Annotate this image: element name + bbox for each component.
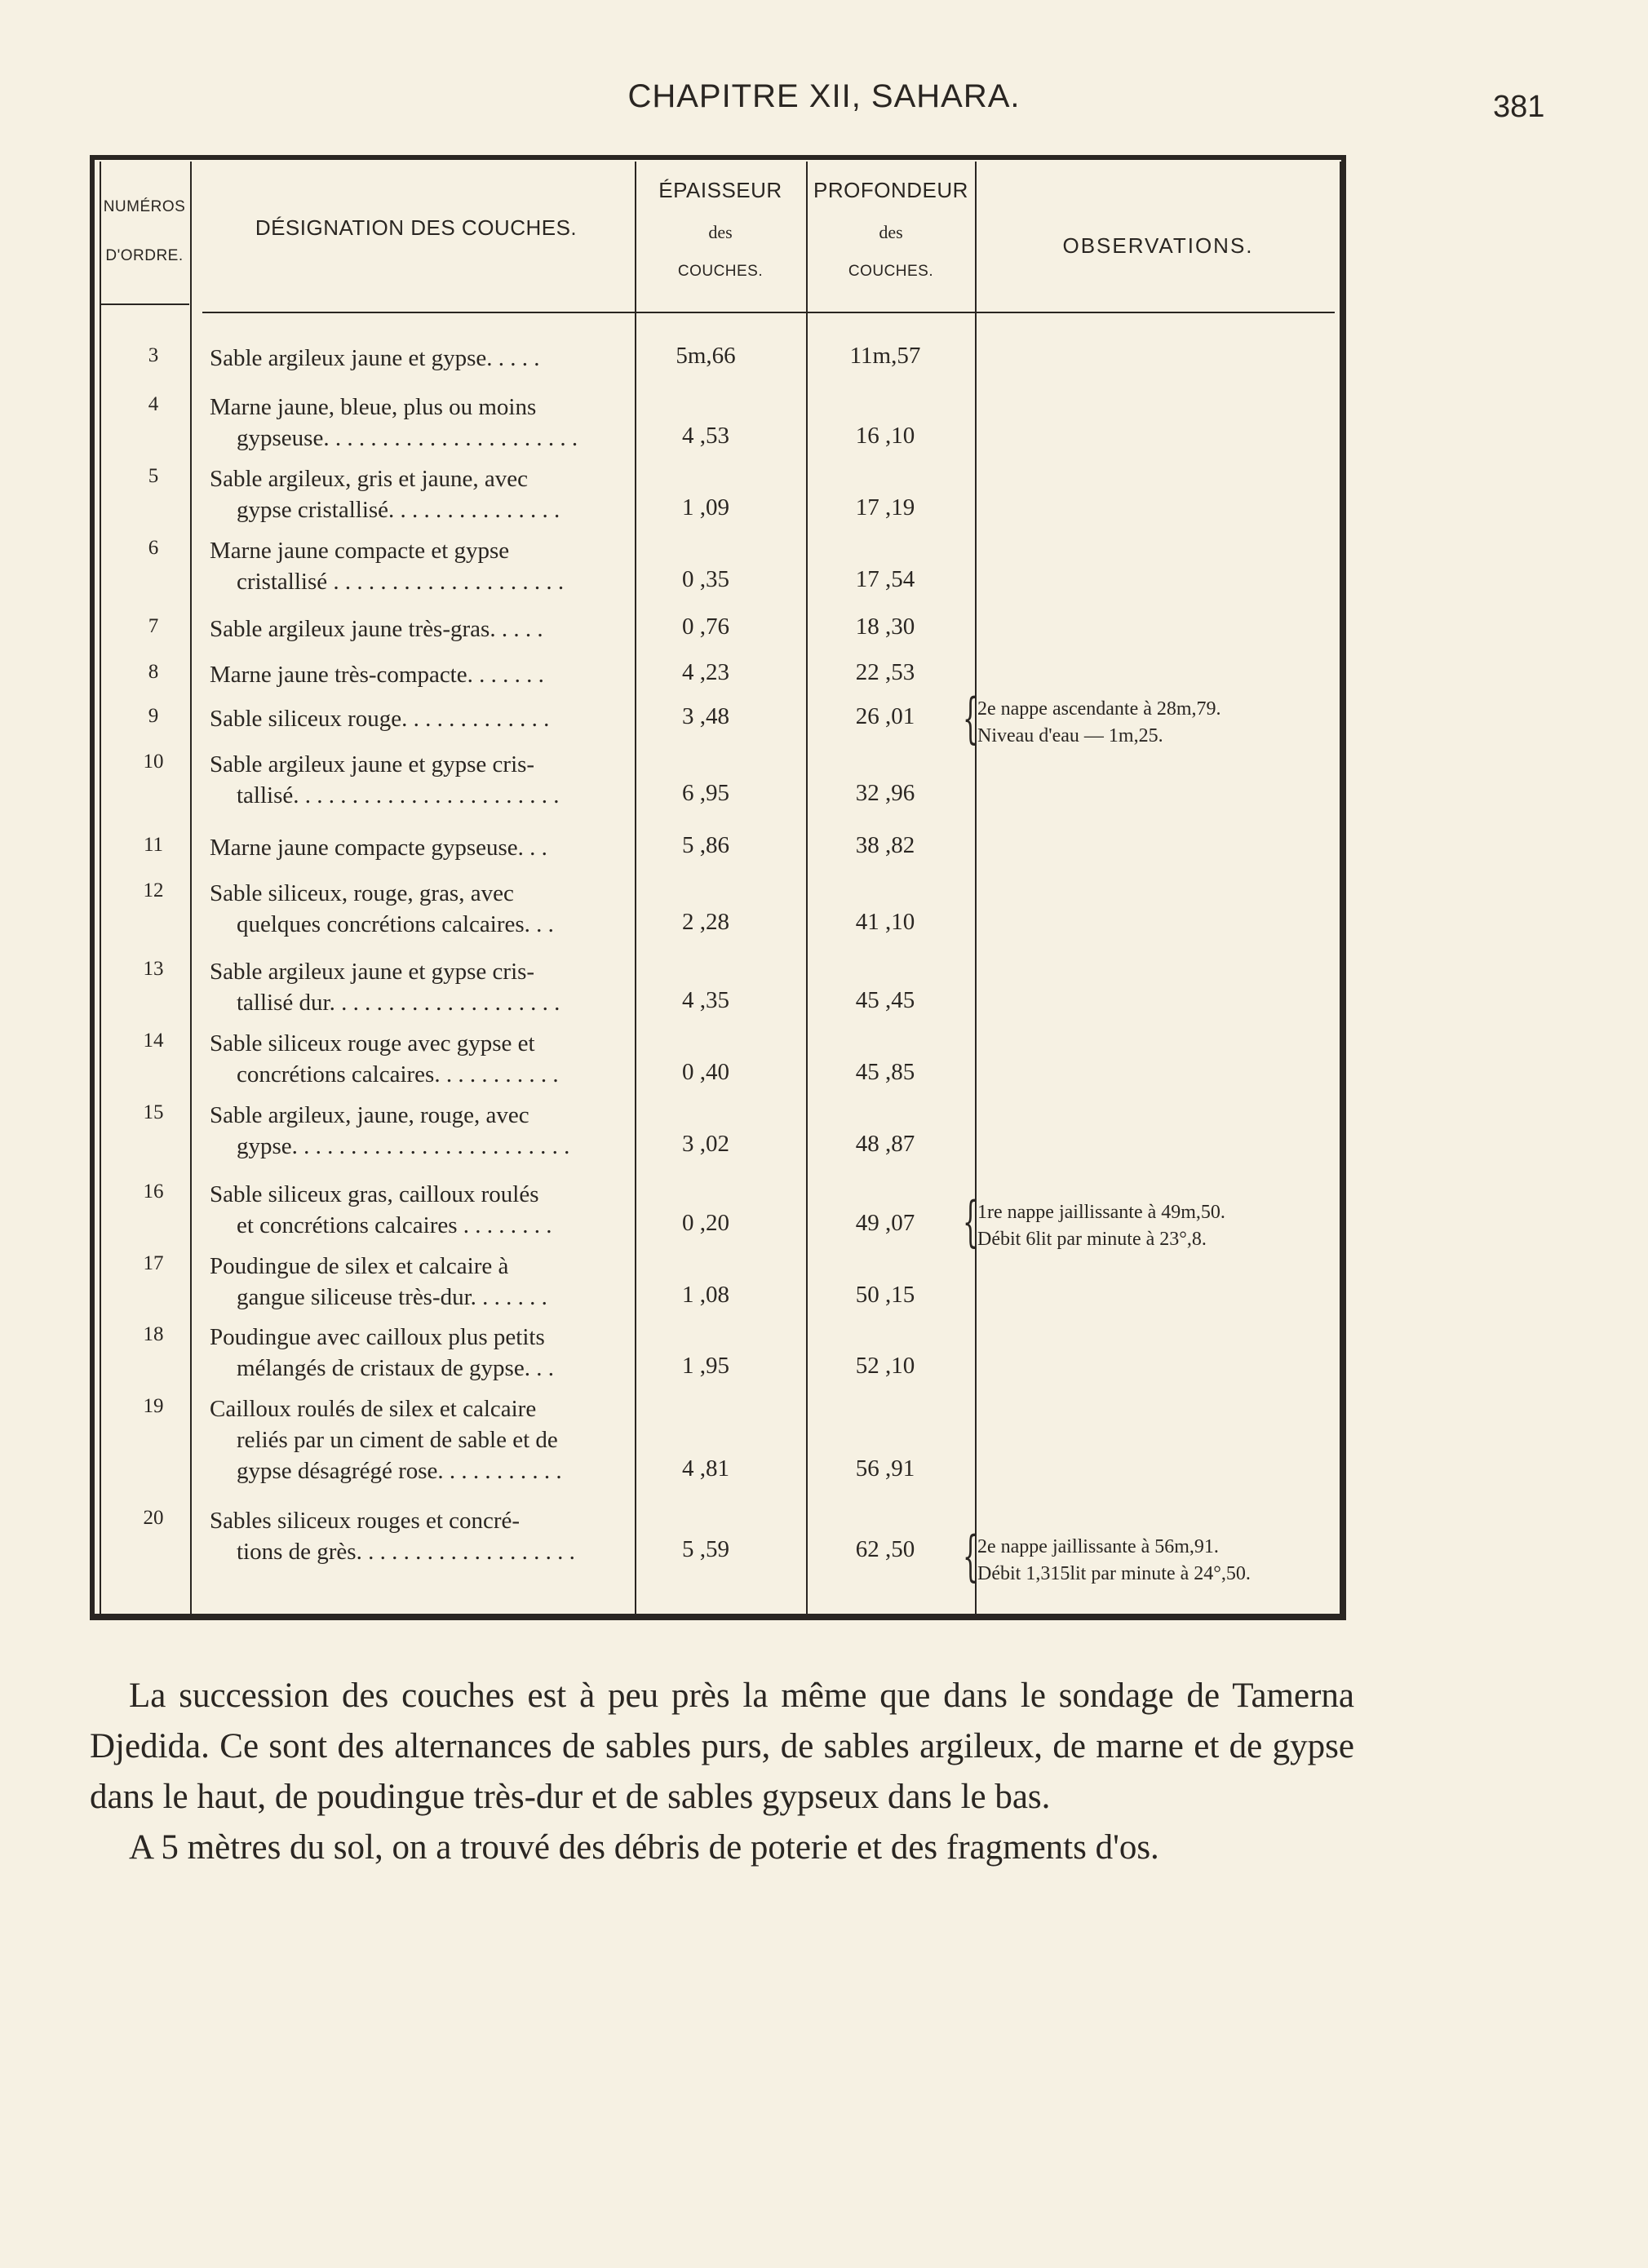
layer-thickness: 1 ,08 bbox=[682, 1282, 729, 1308]
col-divider bbox=[635, 162, 636, 1614]
row-number: 19 bbox=[143, 1395, 164, 1417]
header-profondeur-3: COUCHES. bbox=[848, 263, 934, 280]
header-observations: OBSERVATIONS. bbox=[1062, 233, 1254, 258]
row-number: 12 bbox=[143, 879, 164, 901]
row-number: 5 bbox=[148, 465, 159, 487]
layer-designation: tions de grès. . . . . . . . . . . . . . . . . . . bbox=[237, 1539, 575, 1565]
layer-designation: Marne jaune, bleue, plus ou moins bbox=[210, 394, 537, 420]
header-epaisseur-1: ÉPAISSEUR bbox=[658, 178, 782, 202]
layer-designation: Marne jaune très-compacte. . . . . . . bbox=[210, 662, 544, 688]
observation-3 bbox=[977, 1534, 1345, 1588]
observation-line: Débit 6lit par minute à 23°,8. bbox=[977, 1229, 1207, 1250]
layer-designation: Marne jaune compacte et gypse bbox=[210, 538, 510, 564]
row-number: 9 bbox=[148, 705, 159, 727]
layer-thickness: 0 ,40 bbox=[682, 1059, 729, 1085]
layer-depth: 52 ,10 bbox=[855, 1353, 915, 1379]
layer-designation: Poudingue avec cailloux plus petits bbox=[210, 1324, 545, 1350]
layer-designation: Sable argileux, gris et jaune, avec bbox=[210, 466, 529, 492]
running-head: CHAPITRE XII, SAHARA. bbox=[627, 78, 1021, 114]
layer-depth: 18 ,30 bbox=[855, 614, 915, 640]
layer-designation: tallisé dur. . . . . . . . . . . . . . . . . . . . bbox=[237, 990, 560, 1016]
header-profondeur-2: des bbox=[879, 222, 903, 242]
layer-thickness: 6 ,95 bbox=[682, 780, 729, 806]
row-number: 8 bbox=[148, 661, 159, 683]
layer-designation: Sable siliceux gras, cailloux roulés bbox=[210, 1181, 539, 1207]
layer-thickness: 4 ,35 bbox=[682, 987, 729, 1013]
observation-line: 2e nappe ascendante à 28m,79. bbox=[977, 698, 1221, 720]
layer-thickness: 4 ,81 bbox=[682, 1455, 729, 1482]
layer-depth: 48 ,87 bbox=[855, 1131, 915, 1157]
row-number: 14 bbox=[143, 1030, 164, 1052]
layer-thickness: 5 ,59 bbox=[682, 1536, 729, 1562]
layer-designation: cristallisé . . . . . . . . . . . . . . . . . . . . bbox=[237, 569, 565, 595]
layer-designation: Marne jaune compacte gypseuse. . . bbox=[210, 835, 547, 861]
layer-designation: Sable siliceux rouge avec gypse et bbox=[210, 1030, 535, 1056]
layer-thickness: 5 ,86 bbox=[682, 832, 729, 858]
row-number: 18 bbox=[143, 1323, 164, 1345]
layer-depth: 38 ,82 bbox=[855, 832, 915, 858]
header-epaisseur-3: COUCHES. bbox=[677, 263, 764, 280]
layer-depth: 50 ,15 bbox=[855, 1282, 915, 1308]
row-number: 20 bbox=[143, 1507, 164, 1529]
row-number: 11 bbox=[143, 834, 164, 856]
layer-designation: Poudingue de silex et calcaire à bbox=[210, 1253, 509, 1279]
observation-1 bbox=[977, 696, 1345, 750]
header-epaisseur-2: des bbox=[708, 222, 733, 242]
layer-designation: gypseuse. . . . . . . . . . . . . . . . . . . . . . bbox=[237, 425, 578, 451]
brace-icon: { bbox=[963, 1525, 978, 1588]
observation-line: 2e nappe jaillissante à 56m,91. bbox=[977, 1536, 1219, 1557]
layer-thickness: 3 ,48 bbox=[682, 703, 729, 729]
body-text bbox=[90, 1671, 1354, 1873]
layer-depth: 17 ,19 bbox=[855, 494, 915, 520]
layer-designation: Sable argileux jaune et gypse cris- bbox=[210, 751, 535, 777]
brace-icon: { bbox=[963, 1190, 978, 1253]
row-number: 6 bbox=[148, 537, 159, 559]
layer-thickness: 1 ,95 bbox=[682, 1353, 729, 1379]
layer-depth: 26 ,01 bbox=[855, 703, 915, 729]
layer-designation: Cailloux roulés de silex et calcaire bbox=[210, 1396, 537, 1422]
layer-designation: Sable argileux jaune très-gras. . . . . bbox=[210, 616, 543, 642]
layer-designation: Sable siliceux, rouge, gras, avec bbox=[210, 880, 514, 906]
col-divider bbox=[190, 162, 192, 1614]
layer-thickness: 3 ,02 bbox=[682, 1131, 729, 1157]
header-rule bbox=[202, 312, 1335, 313]
layer-thickness: 4 ,23 bbox=[682, 659, 729, 685]
layer-designation: Sable siliceux rouge. . . . . . . . . . . . . bbox=[210, 706, 550, 732]
layer-thickness: 0 ,20 bbox=[682, 1210, 729, 1236]
layer-thickness: 4 ,53 bbox=[682, 423, 729, 449]
layer-depth: 56 ,91 bbox=[855, 1455, 915, 1482]
layer-thickness: 0 ,35 bbox=[682, 566, 729, 592]
layer-designation: mélangés de cristaux de gypse. . . bbox=[237, 1355, 554, 1381]
observation-line: 1re nappe jaillissante à 49m,50. bbox=[977, 1202, 1225, 1223]
layer-thickness: 0 ,76 bbox=[682, 614, 729, 640]
layer-designation: gangue siliceuse très-dur. . . . . . . bbox=[237, 1284, 547, 1310]
header-designation: DÉSIGNATION DES COUCHES. bbox=[255, 215, 578, 240]
layer-thickness: 2 ,28 bbox=[682, 909, 729, 935]
layer-depth: 45 ,45 bbox=[855, 987, 915, 1013]
row-number: 3 bbox=[148, 344, 159, 366]
observation-line: Débit 1,315lit par minute à 24°,50. bbox=[977, 1563, 1251, 1584]
row-number: 7 bbox=[148, 615, 159, 637]
layer-designation: tallisé. . . . . . . . . . . . . . . . . . . . . . . bbox=[237, 782, 560, 808]
layer-designation: reliés par un ciment de sable et de bbox=[237, 1427, 558, 1453]
header-profondeur-1: PROFONDEUR bbox=[813, 178, 968, 202]
col-divider bbox=[975, 162, 977, 1614]
layer-depth: 11m,57 bbox=[849, 343, 921, 369]
row-number: 10 bbox=[143, 751, 164, 773]
layer-depth: 62 ,50 bbox=[855, 1536, 915, 1562]
layer-designation: et concrétions calcaires . . . . . . . . bbox=[237, 1212, 552, 1238]
layer-depth: 17 ,54 bbox=[855, 566, 915, 592]
layer-designation: concrétions calcaires. . . . . . . . . . . bbox=[237, 1061, 559, 1087]
layer-thickness: 1 ,09 bbox=[682, 494, 729, 520]
header-numero-1: NUMÉROS bbox=[103, 198, 186, 215]
brace-icon: { bbox=[963, 687, 978, 750]
layer-designation: Sables siliceux rouges et concré- bbox=[210, 1508, 521, 1534]
layer-designation: Sable argileux jaune et gypse. . . . . bbox=[210, 345, 540, 371]
col-divider bbox=[806, 162, 808, 1614]
layer-designation: gypse cristallisé. . . . . . . . . . . . . . . bbox=[237, 497, 560, 523]
row-number: 13 bbox=[143, 958, 164, 980]
layer-depth: 32 ,96 bbox=[855, 780, 915, 806]
layer-designation: Sable argileux, jaune, rouge, avec bbox=[210, 1102, 529, 1128]
layer-designation: Sable argileux jaune et gypse cris- bbox=[210, 959, 535, 985]
layer-depth: 22 ,53 bbox=[855, 659, 915, 685]
header-numero-2: D'ORDRE. bbox=[105, 247, 184, 264]
paragraph-1: La succession des couches est à peu près la même que dans le sondage de Tamerna Djedida. Ce sont des alternances de sables purs, de sables argileux, de marne et de gypse dans le haut, de poudingue très-dur et de sables gypseux dans le bas. bbox=[90, 1677, 1354, 1816]
page-number: 381 bbox=[1493, 90, 1545, 124]
row-number: 15 bbox=[143, 1101, 164, 1123]
paragraph-2: A 5 mètres du sol, on a trouvé des débris de poterie et des fragments d'os. bbox=[129, 1828, 1159, 1867]
layer-depth: 49 ,07 bbox=[855, 1210, 915, 1236]
header-rule bbox=[100, 303, 189, 305]
layer-depth: 45 ,85 bbox=[855, 1059, 915, 1085]
layer-designation: quelques concrétions calcaires. . . bbox=[237, 911, 554, 937]
layer-depth: 16 ,10 bbox=[855, 423, 915, 449]
observation-2 bbox=[977, 1199, 1345, 1253]
layer-depth: 41 ,10 bbox=[855, 909, 915, 935]
row-number: 4 bbox=[148, 393, 159, 415]
observation-line: Niveau d'eau — 1m,25. bbox=[977, 725, 1163, 746]
row-number: 16 bbox=[143, 1181, 164, 1203]
layer-thickness: 5m,66 bbox=[676, 343, 736, 369]
layer-designation: gypse désagrégé rose. . . . . . . . . . . bbox=[237, 1458, 562, 1484]
layer-designation: gypse. . . . . . . . . . . . . . . . . . . . . . . . bbox=[237, 1133, 570, 1159]
row-number: 17 bbox=[143, 1252, 164, 1274]
